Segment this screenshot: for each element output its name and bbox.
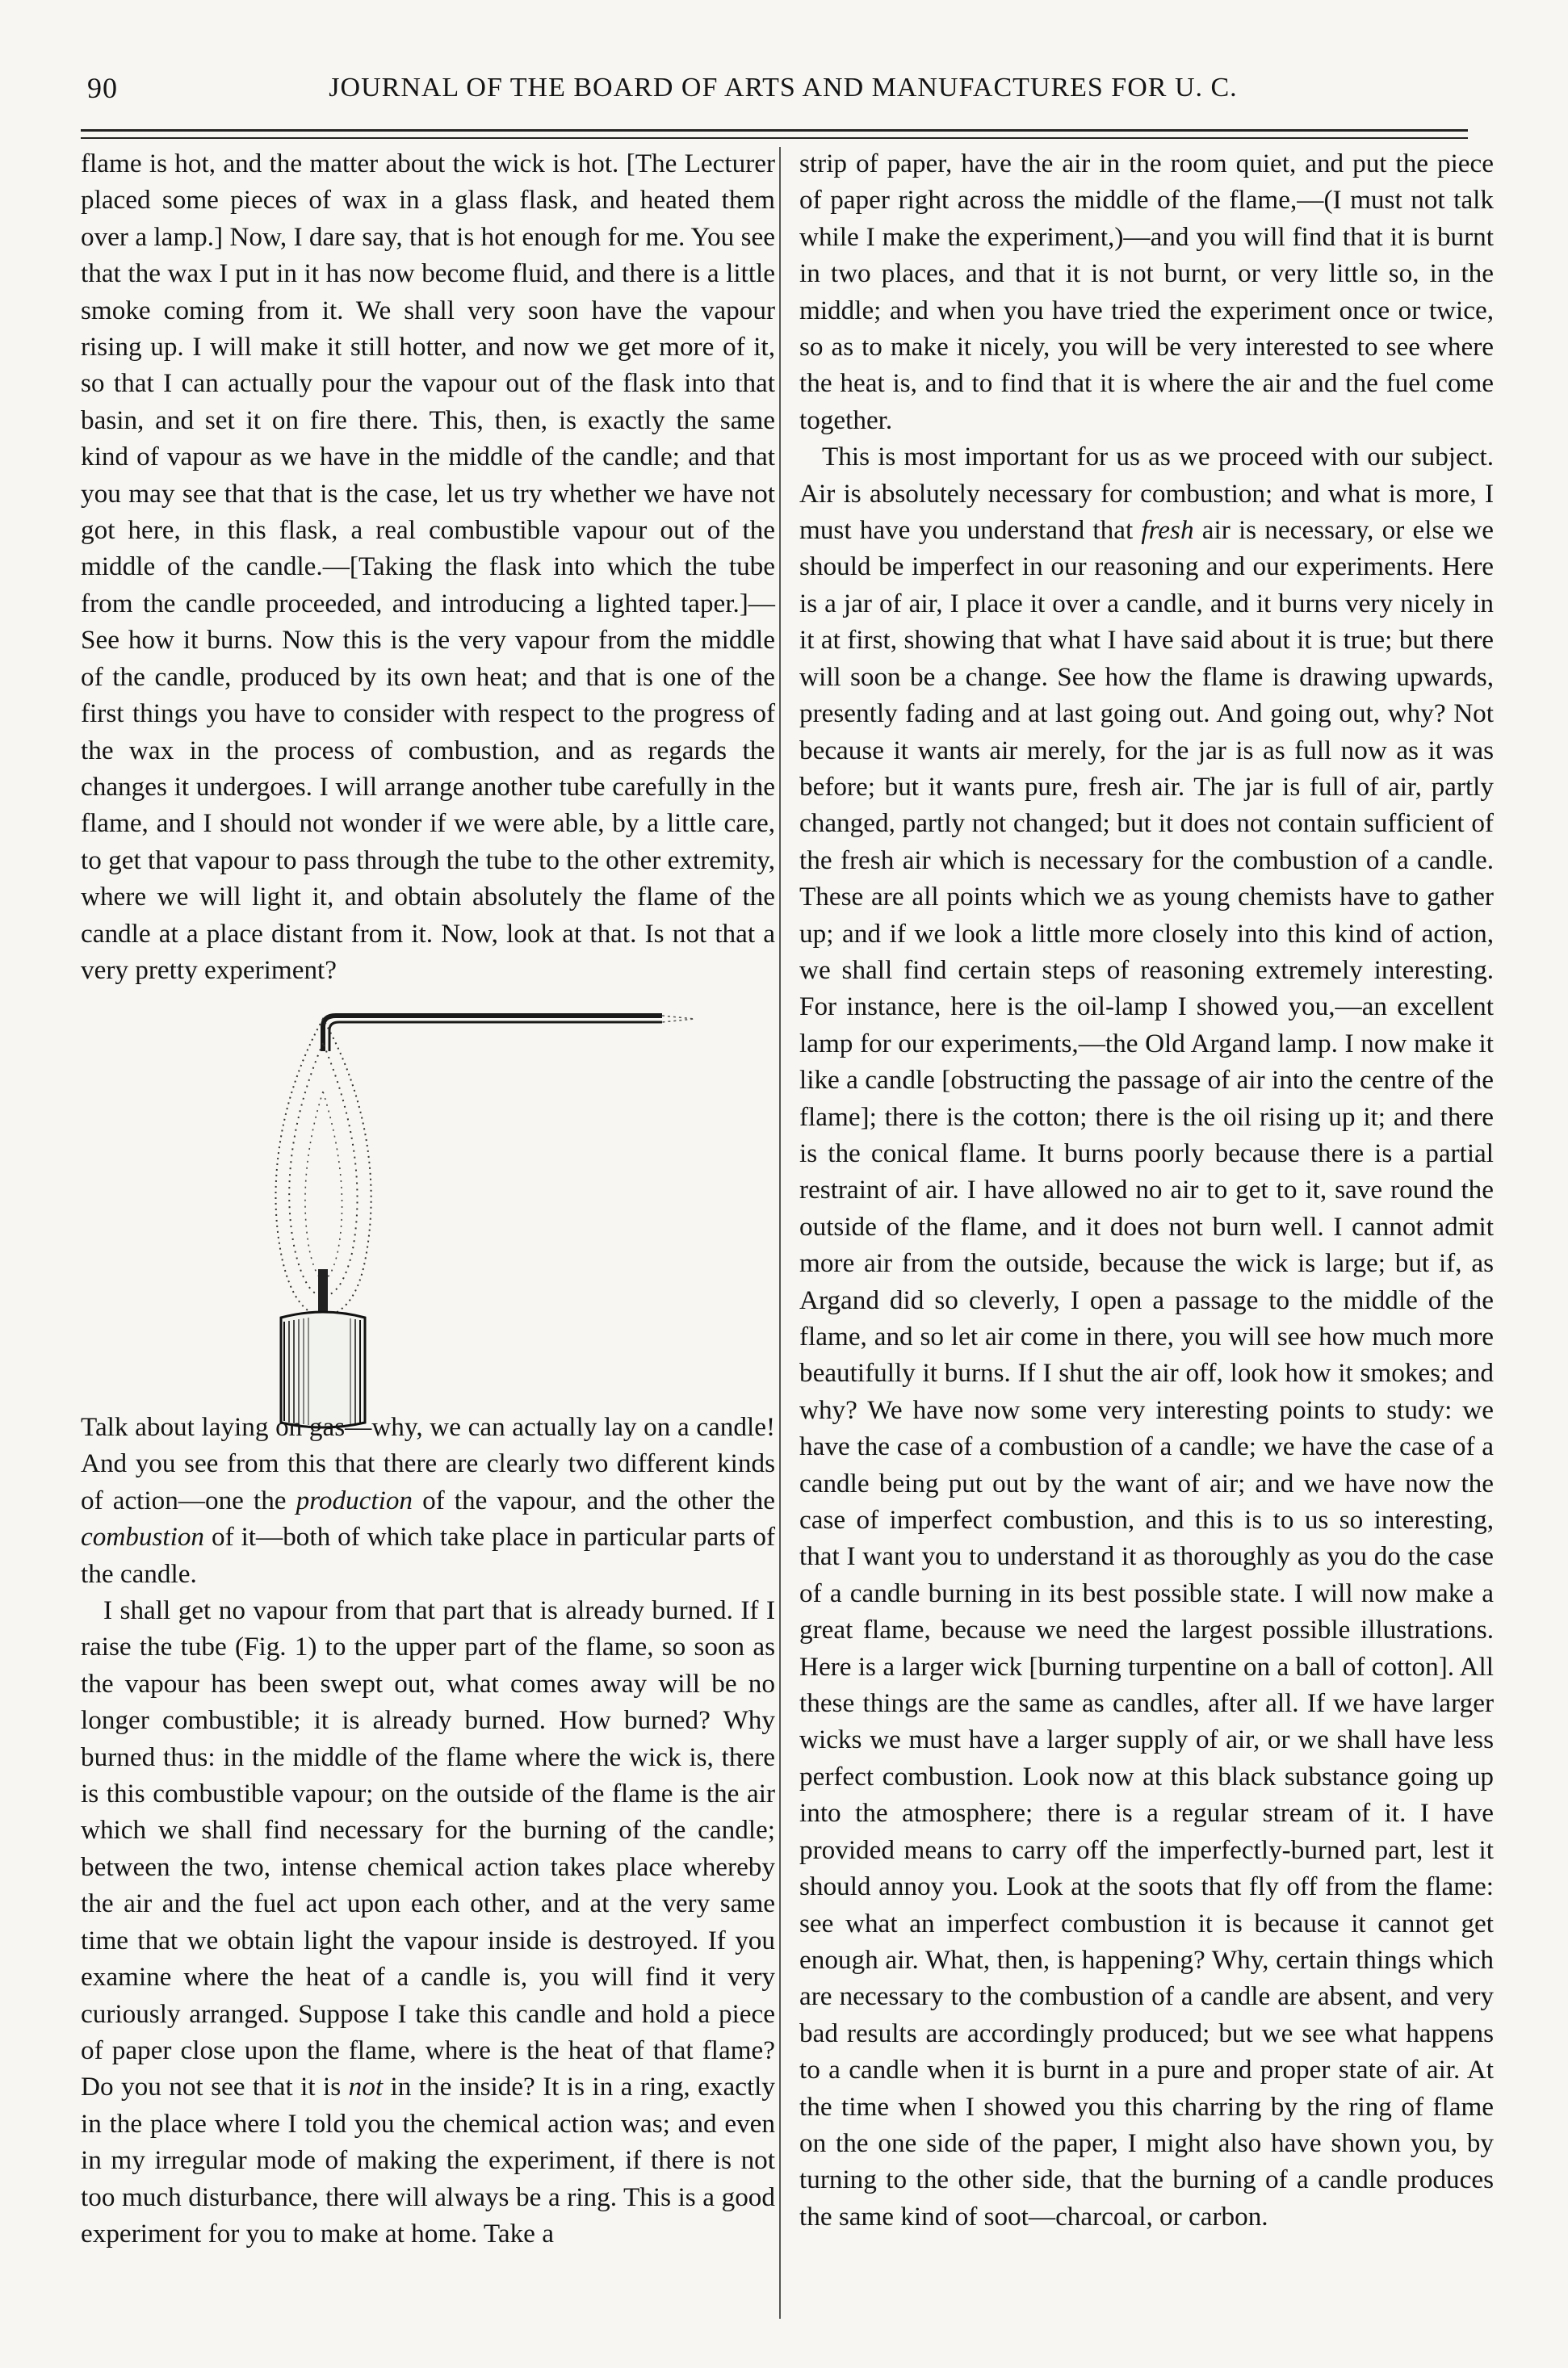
column-divider [779,147,781,2319]
right-paragraph-1: strip of paper, have the air in the room quiet, and put the piece of paper right across the middle of the flame,—(I must not talk while I make the experiment,)—and you will find that it is burnt in two places, and that it is not burnt, or very little so, in the middle; and when you have tried the experiment once or twice, so as to make it nicely, you will be very interested to see where the heat is, and to find that it is where the air and the fuel come together. [799,149,1494,435]
left-p2-text-a: Talk about laying on gas—why, we can actually lay on a candle! And you see from this that there are clearly two different kinds of action—one the [81,1412,775,1515]
left-p3-text-b: in the inside? It is in a ring, exactly in the place where I told you the chemical action was; and even in my irregular mode of making the experiment, if there is not too much disturbance, there will always be a ring. This is a good experiment for you to make at home. Take a [81,2072,775,2249]
left-p2-text-c: of it—both of which take place in particular parts of the candle. [81,1522,775,1589]
page-number: 90 [87,72,118,104]
right-column [799,145,1494,2235]
figure-candle-tube [81,995,775,1432]
page-header [57,68,1510,116]
header-rule [81,129,1468,132]
left-paragraph-2 [81,1409,775,1592]
candle-with-tube-illustration [81,995,775,1432]
left-column [81,145,775,1442]
running-head: JOURNAL OF THE BOARD OF ARTS AND MANUFACTURES FOR U. C. [329,73,1238,103]
left-column-lower [81,1409,775,2252]
left-p3-text-a: I shall get no vapour from that part that is already burned. If I raise the tube (Fig. 1) to the upper part of the flame, so soon as the vapour has been swept out, what comes away will be no longer combustible; it is already burned. How burned? Why burned thus: in the middle of the flame where the wick is, there is this combustible vapour; on the outside of the flame is the air which we shall find necessary for the burning of the candle; between the two, intense chemical action takes place whereby the air and the fuel act upon each other, and at the very same time that we obtain light the vapour inside is destroyed. If you examine where the heat of a candle is, you will find it very curiously arranged. Suppose I take this candle and hold a piece of paper close upon the flame, where is the heat of that flame? Do you not see that it is [81,1595,775,2102]
right-paragraph-2 [799,438,1494,2235]
left-p2-emphasis-production: production [296,1485,413,1515]
right-p2-emphasis-fresh: fresh [1141,515,1194,546]
left-p2-emphasis-combustion: combustion [81,1522,205,1553]
right-p2-text-a: This is most important for us as we proceed with our subject. Air is absolutely necessary for combustion; and what is more, I must have you understand that [799,442,1494,546]
left-paragraph-3 [81,1592,775,2252]
left-p2-text-b: of the vapour, and the other the [413,1485,775,1515]
left-paragraph-1: flame is hot, and the matter about the wick is hot. [The Lecturer placed some pieces of wax in a glass flask, and heated them over a lamp.] Now, I dare say, that is hot enough for me. You see that the wax I put in it has now become fluid, and there is a little smoke coming from it. We shall very soon have the vapour rising up. I will make it still hotter, and now we get more of it, so that I can actually pour the vapour out of the flask into that basin, and set it on fire there. This, then, is exactly the same kind of vapour as we have in the middle of the candle; and that you may see that that is the case, let us try whether we have not got here, in this flask, a real combustible vapour out of the middle of the candle.—[Taking the flask into which the tube from the candle proceeded, and introducing a lighted taper.]—See how it burns. Now this is the very vapour from the middle of the candle, produced by its own heat; and that is one of the first things you have to consider with respect to the progress of the wax in the process of combustion, and as regards the changes it undergoes. I will arrange another tube carefully in the flame, and I should not wonder if we were able, by a little care, to get that vapour to pass through the tube to the other extremity, where we will light it, and obtain absolutely the flame of the candle at a place distant from it. Now, look at that. Is not that a very pretty experiment? [81,149,775,985]
left-p3-emphasis-not: not [348,2072,384,2102]
header-rule-thin [81,137,1468,139]
right-p2-text-b: air is necessary, or else we should be imperfect in our reasoning and our experiments. Here is a jar of air, I place it over a candle, and it burns very nicely in it at first, showing that what I have said about it is true; but there will soon be a change. See how the flame is drawing upwards, presently fading and at last going out. And going out, why? Not because it wants air merely, for the jar is as full now as it was before; but it wants pure, fresh air. The jar is full of air, partly changed, partly not changed; but it does not contain sufficient of the fresh air which is necessary for the combustion of a candle. These are all points which we as young chemists have to gather up; and if we look a little more closely into this kind of action, we shall find certain steps of reasoning extremely interesting. For instance, here is the oil-lamp I showed you,—an excellent lamp for our experiments,—the Old Argand lamp. I now make it like a candle [obstructing the passage of air into the centre of the flame]; there is the cotton; there is the oil rising up it; and there is the conical flame. It burns poorly because there is a partial restraint of air. I have allowed no air to get to it, save round the outside of the flame, and it does not burn well. I cannot admit more air from the outside, because the wick is large; but if, as Argand did so cleverly, I open a passage to the middle of the flame, and so let air come in there, you will see how much more beautifully it burns. If I shut the air off, look how it smokes; and why? We have now some very interesting points to study: we have the case of a combustion of a candle; we have the case of a candle being put out by the want of air; and we have now the case of imperfect combustion, and this is to us so interesting, that I want you to understand it as thoroughly as you do the case of a candle burning in its best possible state. I will now make a great flame, because we need the largest possible illustrations. Here is a larger wick [burning turpentine on a ball of cotton]. All these things are the same as candles, after all. If we have larger wicks we must have a larger supply of air, or we shall have less perfect combustion. Look now at this black substance going up into the atmosphere; there is a regular stream of it. I have provided means to carry off the imperfectly-burned part, lest it should annoy you. Look at the soots that fly off from the flame: see what an imperfect combustion it is because it cannot get enough air. What, then, is happening? Why, certain things which are necessary to the combustion of a candle are absent, and very bad results are accordingly produced; but we see what happens to a candle when it is burnt in a pure and proper state of air. At the time when I showed you this charring by the ring of flame on the one side of the paper, I might also have shown you, by turning to the other side, that the burning of a candle produces the same kind of soot—charcoal, or carbon. [799,515,1494,2232]
